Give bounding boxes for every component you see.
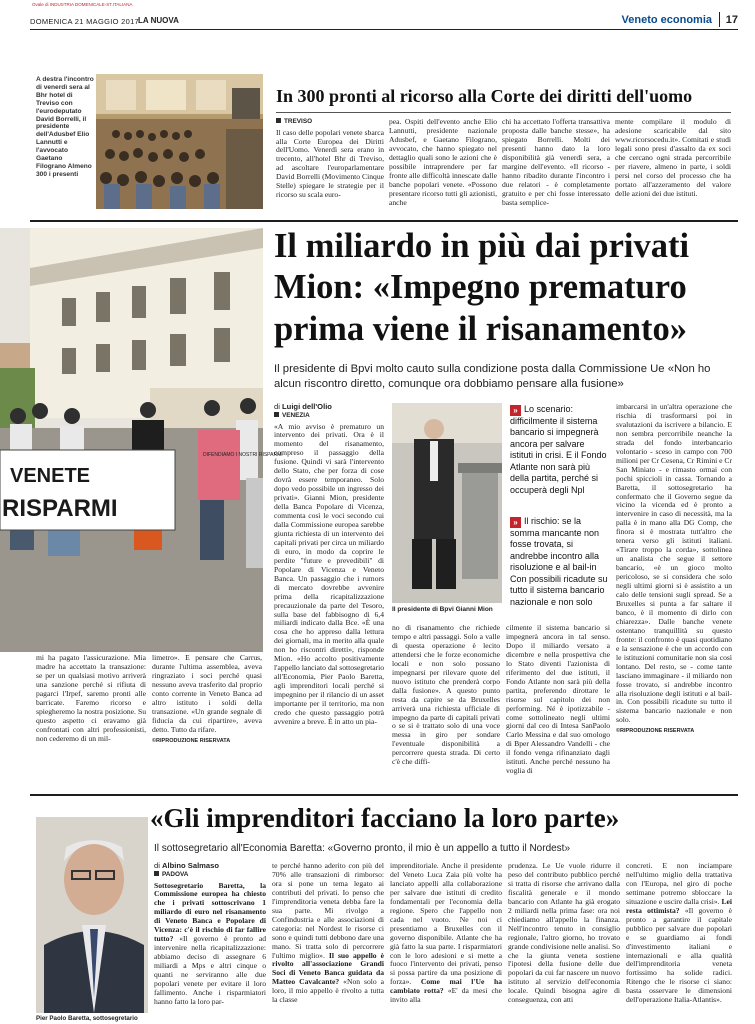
mion-photo-caption: Il presidente di Bpvi Gianni Mion — [392, 606, 493, 613]
article1-dateline: TREVISO — [276, 118, 384, 126]
article1-column-4: mente compilare il modulo di adesione scaricabile dal sito www.ricorsocedu.it». Comitati e studi legali sono presi d'assalto da ex soci che cercano ogni strada percorribile per riavere, almeno in parte, i soldi persi nel corso del processo che ha portato all'azzeramento del valore delle azioni dei due istituti. — [615, 117, 731, 198]
continuation-column-1: mi ha pagato l'assicurazione. Mia madre ha accettato la transazione: se per un qualsiasi motivo arriverà una sanzione perché si rifiuta di pagarci l'Irpef, saremo pronti alle barricate. Faremo ricorso e spiegheremo la nostra posizione. Su questo aspetto ci eravamo già confrontati con altri professionisti, non cederemo di un mil- — [36, 653, 146, 743]
article1-column-1: TREVISO Il caso delle popolari venete sbarca alla Corte Europea dei Diritti dell'Uomo. Venerdì sera erano in trecento, all'hotel Bhr di Treviso, ad ascoltare l'europarlamentare David Borrelli (Movimento Cinque Stelle) spiegare le strategie per il ricorso su scala euro- — [276, 118, 384, 200]
quote-chevron-icon: » — [510, 405, 521, 416]
issue-date: DOMENICA 21 MAGGIO 2017 — [30, 17, 140, 26]
article3-subtitle: Il sottosegretario all'Economia Baretta: «Governo pronto, il mio è un appello a tutto il Nordest» — [154, 843, 571, 854]
article2-byline: di Luigi dell'Olio — [274, 402, 332, 411]
banner-text-line2: RISPARMI — [2, 495, 118, 522]
question-4: Lei resta ottimista? — [626, 896, 732, 915]
article3-column-3: imprenditoriale. Anche il presidente del Veneto Luca Zaia più volte ha lanciato appelli alla collaborazione per salvare due istituti di credito fondamentali per l'economia della regione. Spero che l'appello non cada nel vuoto. Ne noi ci presentiamo a Bruxelles con il governo disponibile. Atlante che ha già fatto la sua parte. I risparmiatori con le loro adesioni e si mette a fuoco l'intervento dei privati, penso si possa partire da una posizione di forza». Come mai l'Ue ha cambiato rotta? «E' da mesi che invito alla — [390, 861, 503, 1005]
copyright-notice: ©RIPRODUZIONE RISERVATA — [616, 728, 695, 735]
archive-tag: Ovale di INDUSTRIA DOMENICALE-ST.ITALIANA — [32, 2, 133, 7]
mion-photo — [392, 403, 502, 603]
question-1: Sottosegretario Baretta, la Commissione europea ha chiesto che i privati sottoscrivano 1 miliardo di euro nel risanamento di Veneto Banca e Popolare di Vicenza: c'è il rischio di far fallire tutto? — [154, 880, 266, 944]
dateline-square-icon — [274, 412, 279, 417]
newspaper-name: LA NUOVA — [138, 16, 179, 25]
article2-column-3-bottom: cilmente il sistema bancario si impegnerà ancora in tal senso. Dopo il miliardo versato a dicembre e nella prospettiva che lo Stato diventi l'azionista di riferimento del due istituti, il Fondo Atlante non sarà più della partita, preferendo dirottare le risorse sul capitolo dei non performing. Né è ipotizzabile - come sottolineato negli ultimi giorni dal ceo di Intesa SanPaolo Carlo Messina e dal suo omologo di Bper Alessandro Vandelli - che il fondo venga rifinanziato dagli istituti. Anche perché nessuno ha voglia di — [506, 623, 610, 776]
conference-room-image — [96, 74, 263, 209]
article2-headline — [274, 226, 739, 350]
article3-column-5: concreti. E non inciampare nell'ultimo miglio della trattativa con l'Europa, nel giro di poche settimane potremo sbloccare la situazione e uscire dalla crisi». Lei resta ottimista? «Il governo è pronto a garantire il capitale pubblico per salvare due popolari e se guardiamo ai fondi d'investimento italiani e internazionali e alla qualità dell'imprenditoria veneta fortissimo ha solide radici. Ritengo che le risorse ci siano: basta osservare le dimensioni dell'operazione Italia-Atlantis». — [626, 861, 732, 1005]
article1-headline: In 300 pronti al ricorso alla Corte dei diritti dell'uomo — [276, 86, 693, 106]
sign-text: DIFENDIAMO I NOSTRI RISPARMI — [203, 452, 283, 458]
question-2: Il suo appello è rivolto all'associazione Grandi Soci di Veneto Banca guidata da Matteo Cavalcante? — [272, 950, 384, 987]
copyright-notice-left: ©RIPRODUZIONE RISERVATA — [152, 737, 231, 744]
baretta-photo — [36, 817, 148, 1013]
speaker-at-podium-image — [392, 403, 502, 603]
section-divider-1 — [30, 220, 738, 222]
pullquote-risk: » Il rischio: se la somma mancante non fosse trovata, si andrebbe incontro alla risoluzione e al bail-in Con possibili ricadute su tutto il sistema bancario nazionale e non solo — [510, 516, 608, 607]
article1-column-3: chi ha accettato l'offerta transattiva proposta dalle banche stesse», ha spiegato Borrelli. Molti dei presenti hanno dato la loro disponibilità già venerdì sera, a margine dell'evento. «Il ricorso - hanno ribadito durante l'incontro i due relatori - è completamente gratuito e per chi fosse interessato basta semplice- — [502, 117, 610, 207]
article2-column-2-bottom: no di risanamento che richiede tempo e altri passaggi. Solo a valle di questa operazione è lecito attendersi che le forze economiche locali e non solo possano impegnarsi per rilevare quote del nuovo istituto che prenderà corpo dalla fusione». A questo punto resta da capire se da Bruxelles arriverà una richiesta ufficiale di impegno da parte di capitali privati o se si è trattato solo di una voce messa in giro per sondare l'eventuale disponibilità a percorrere questa strada. Di certo c'è che diffi- — [392, 623, 500, 767]
article1-photo — [96, 74, 263, 209]
question-3: Come mai l'Ue ha cambiato rotta? — [390, 977, 503, 996]
protest-street-image — [0, 228, 283, 652]
article2-dateline: VENEZIA — [274, 412, 384, 420]
continuation-column-2: limetro». E pensare che Carrus, durante l'ultima assemblea, aveva ringraziato i soci perché quasi nessuno aveva trasferito dal proprio conto corrente in Veneto Banca ad altro istituto i soldi della transazione. «Un grande segnale di fiducia da cui ripartire», aveva detto. Tutto da rifare. ©RIPRODUZIONE RISERVATA — [152, 653, 262, 744]
article1-rule — [276, 112, 731, 113]
article3-byline: di Albino Salmaso — [154, 861, 220, 870]
page-header — [30, 2, 738, 30]
headline-line-2: Mion: «Impegno prematuro — [274, 268, 687, 307]
page-number: 17 — [725, 14, 738, 26]
baretta-photo-caption: Pier Paolo Baretta, sottosegretario — [36, 1015, 138, 1022]
header-separator — [719, 12, 720, 27]
headline-line-1: Il miliardo in più dai privati — [274, 227, 690, 265]
dateline-square-icon — [154, 871, 159, 876]
pullquote-scenario: » Lo scenario: difficilmente il sistema bancario si impegnerà ancora per salvare istituti in crisi. E il Fondo Atlante non sarà più della partita, perché si occuperà degli Npl — [510, 404, 607, 495]
article3-dateline: PADOVA — [154, 871, 266, 879]
headline-line-3: prima viene il risanamento» — [274, 309, 688, 348]
article1-column-2: pea. Ospiti dell'evento anche Elio Lannutti, presidente nazionale Adusbef, e Gaetano Filograno, avvocato, che hanno spiegato nel dettaglio quali sono le azioni che è possibile intraprendere per far fronte alle difficoltà innescate dalle banche popolari venete. «Possono presentare ricorso tutti gli azionisti, anche — [389, 117, 497, 207]
article2-subtitle: Il presidente di Bpvi molto cauto sulla condizione posta dalla Commissione Ue «Non ho alcun riscontro diretto, comunque ora dobbiamo pensare alla fusione» — [274, 363, 711, 390]
article2-column-1: di Luigi dell'Olio VENEZIA «A mio avviso è prematuro un intervento dei privati. Ora è il momento del risanamento, compreso il passaggio della fusione. Quindi vi sarà l'intervento dello Stato, che per forza di cose dovrà essere temporaneo. Solo dopo vedo possibile un ingresso dei privati». Gianni Mion, presidente della Banca Popolare di Vicenza, commenta così le voci secondo cui dalla Commissione europea sarebbe giunta richiesta di un intervento dei capitali privati per circa un miliardo di euro, in modo da coprire le perdite "future e prevedibili" di Popolare di Vicenza e Veneto Banca. Un passaggio che i rumors di mercato dovrebbe avvenire prima della ricapitalizzazione precauzionale da parte del Tesoro, sulla base del fabbisogno di 6,4 miliardi indicato dalla Bce. «È una cosa che ho appreso dalla lettura dei giornali, ma in merito alla quale non ho riscontri diretti», risponde Mion. «Ho accolto positivamente l'appello lanciato dal sottosegretario all'Economia, Pier Paolo Baretta, agli imprenditori locali perché si impegnino per il rilancio di un asset importante per il territorio, ma non credo che questo passaggio potrà avvenire a breve. È in atto un pia- — [274, 402, 384, 726]
article2-column-right: imbarcarsi in un'altra operazione che rischia di trasformarsi poi in svalutazioni da iscrivere a bilancio. E non sembra percorribile neanche la strada del fondo interbancario volontario - sceso in campo con 700 milioni per Cr Cesena, Cr Rimini e Cr San Miniato - e rimasto ormai con pochi spiccioli in cassa. Tornando a Baretta, il sottosegretario ha confermato che il Governo segue da vicino la vicenda ed è pronto a intervenire in caso di necessità, ma la palla è in mano alla DG Comp, che finora si è mostrata tutt'altro che tenera verso gli istituti italiani. «Tirare troppo la corda», sottolinea un analista che segue il settore bancario, «è un gioco molto pericoloso, se si considera che solo negli ultimi giorni si è assistito a un calo delle tensioni sugli spread. Se a Bruxelles si punta a far saltare il banco, è il momento di dirlo con chiarezza». Dalle banche venete ostentano tranquillità su questo fronte: il confronto è quasi quotidiano e la sensazione è che un accordo con le istituzioni comunitarie non sia così lontano. Del resto, se - come tante lasciano immaginare - il miliardo non fosse trovato, si andrebbe incontro alla risoluzione degli istituti e al bail-in. Con possibili ricadute su tutto il sistema bancario nazionale e non solo. ©RIPRODUZIONE RISERVATA — [616, 402, 733, 735]
article3-headline: «Gli imprenditori facciano la loro parte» — [150, 803, 620, 833]
quote-chevron-icon: » — [510, 517, 521, 528]
dateline-square-icon — [276, 118, 281, 123]
article2-protest-photo — [0, 228, 283, 652]
baretta-portrait-image — [36, 817, 148, 1013]
article1-photo-caption: A destra l'incontro di venerdì sera al Bhr hotel di Treviso con l'eurodeputato David Borrelli, il presidente dell'Adusbef Elio Lannutti e l'avvocato Gaetano Filograno Almeno 300 i presenti — [36, 76, 94, 178]
article3-column-4: prudenza. Le Ue vuole ridurre il peso del contributo pubblico perché si tratta di risorse che arrivano dalla fiscalità generale e il mondo bancario con Atlante ha già erogato 2 miliardi nella prima fase: ora noi chiediamo all'appello la finanza. Nell'incontro tenuto in consiglio regionale, l'altro giorno, ho trovato grande condivisione nelle analisi. So che la giunta veneta sostiene l'ipotesi della fusione delle due popolari da cui far nascere un nuovo istituto al servizio dell'economia locale. Quindi bisogna agire di conseguenza, con atti — [508, 861, 620, 1005]
article3-column-2: te perché hanno aderito con più del 70% alle transazioni di rimborso: ora si pone un tema legato ai contributi del privati. Io penso che l'imprenditoria veneta debba fare la sua parte. Mi rivolgo a Confindustria e alle associazioni di categoria: nel Nordest le risorse ci sono e quindi tutti debbono dare una mano. Si tratta solo di percorrere l'ultimo miglio». Il suo appello è rivolto all'associazione Grandi Soci di Veneto Banca guidata da Matteo Cavalcante? «Non solo a loro, il mio appello è rivolto a tutta la classe — [272, 861, 384, 1005]
section-divider-2 — [30, 794, 738, 796]
section-title: Veneto economia — [621, 14, 712, 26]
banner-text-line1: VENETE — [10, 465, 91, 487]
article3-column-1: di Albino Salmaso PADOVA Sottosegretario Baretta, la Commissione europea ha chiesto che i privati sottoscrivano 1 miliardo di euro nel risanamento di Veneto Banca e Popolare di Vicenza: c'è il rischio di far fallire tutto? «Il governo è pronto ad intervenire nella ricapitalizzazione: abbiamo deciso di assegnare 6 miliardi a Mps e altri cinque o quanti ne serviranno alle due popolari venete per evitare il loro fallimento. Anche i risparmiatori hanno fatto la loro par- — [154, 861, 266, 1006]
